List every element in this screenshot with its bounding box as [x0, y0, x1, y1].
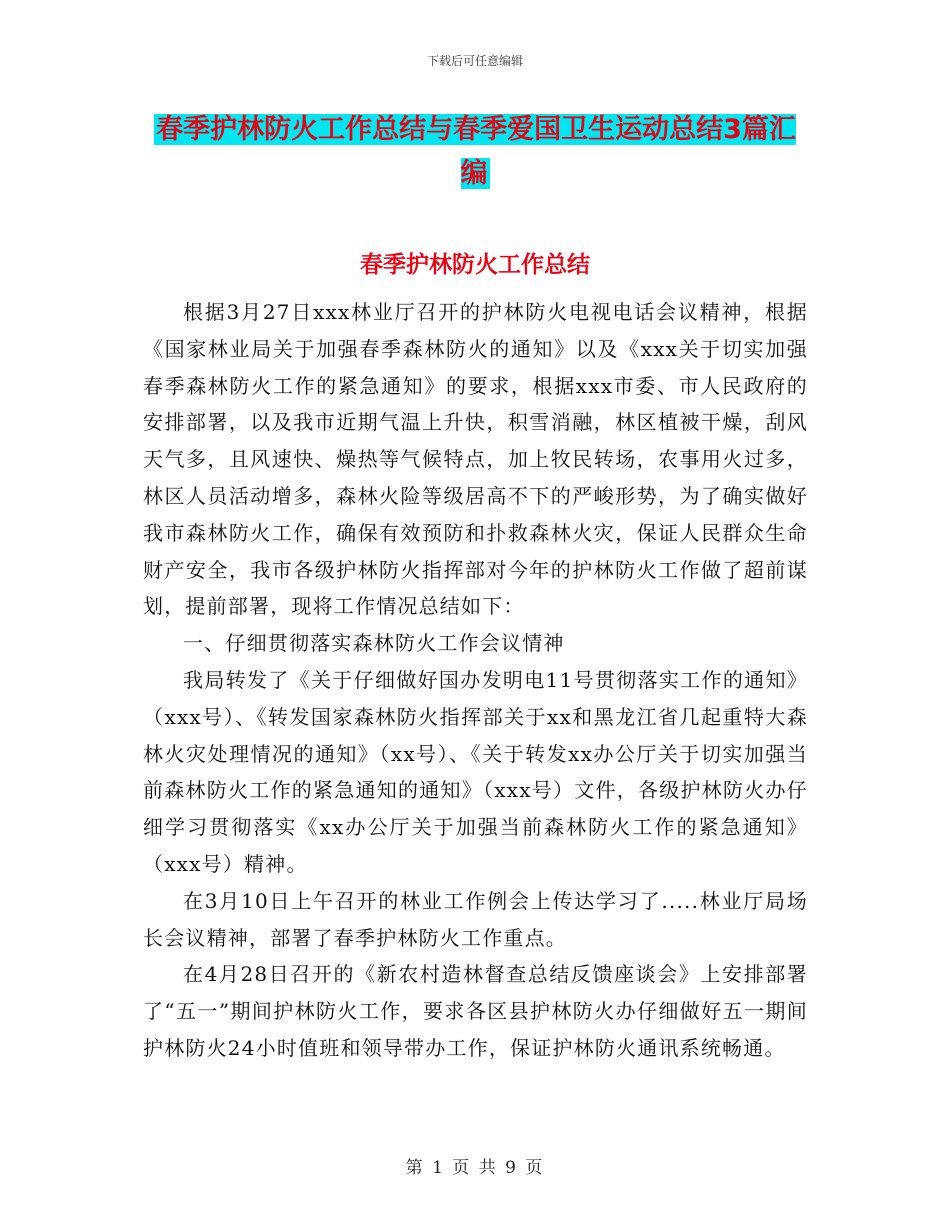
- document-title: [140, 108, 810, 196]
- header-note: 下载后可任意编辑: [426, 54, 523, 68]
- paragraph-heading: 一、仔细贯彻落实森林防火工作会议情神: [183, 631, 565, 656]
- paragraph: 根据3月27日xxx林业厅召开的护林防火电视电话会议精神，根据《国家林业局关于加强春季森林防火的通知》以及《xxx关于切实加强春季森林防火工作的紧急通知》的要求，根据xxx市委、市人民政府的安排部署，以及我市近期气温上升快，积雪消融，林区植被干燥，刮风天气多，且风速快、燥热等气候特点，加上牧民转场，农事用火过多，林区人员活动增多，森林火险等级居高不下的严峻形势，为了确实做好我市森林防火工作，确保有效预防和扑救森林火灾，保证人民群众生命财产安全，我市各级护林防火指挥部对今年的护林防火工作做了超前谋划，提前部署，现将工作情况总结如下：: [143, 300, 808, 619]
- document-title-text: 春季护林防火工作总结与春季爱国卫生运动总结3篇汇编: [156, 114, 796, 189]
- paragraph: 我局转发了《关于仔细做好国办发明电11号贯彻落实工作的通知》（xxx号）、《转发国家森林防火指挥部关于xx和黑龙江省几起重特大森林火灾处理情况的通知》（xx号）、《关于转发xx办公厅关于切实加强当前森林防火工作的紧急通知的通知》（xxx号）文件，各级护林防火办仔细学习贯彻落实《xx办公厅关于加强当前森林防火工作的紧急通知》（xxx号）精神。: [143, 667, 808, 876]
- paragraph: 在4月28日召开的《新农村造林督查总结反馈座谈会》上安排部署了“五一”期间护林防火工作，要求各区县护林防火办仔细做好五一期间护林防火24小时值班和领导带办工作，保证护林防火通讯系统畅通。: [143, 962, 808, 1060]
- paragraph: 在3月10日上午召开的林业工作例会上传达学习了.....林业厅局场长会议精神，部署了春季护林防火工作重点。: [143, 888, 808, 950]
- body-text: [143, 294, 808, 1067]
- section-title: 春季护林防火工作总结: [360, 252, 590, 278]
- page-footer: 第 1 页 共 9 页: [405, 1158, 545, 1178]
